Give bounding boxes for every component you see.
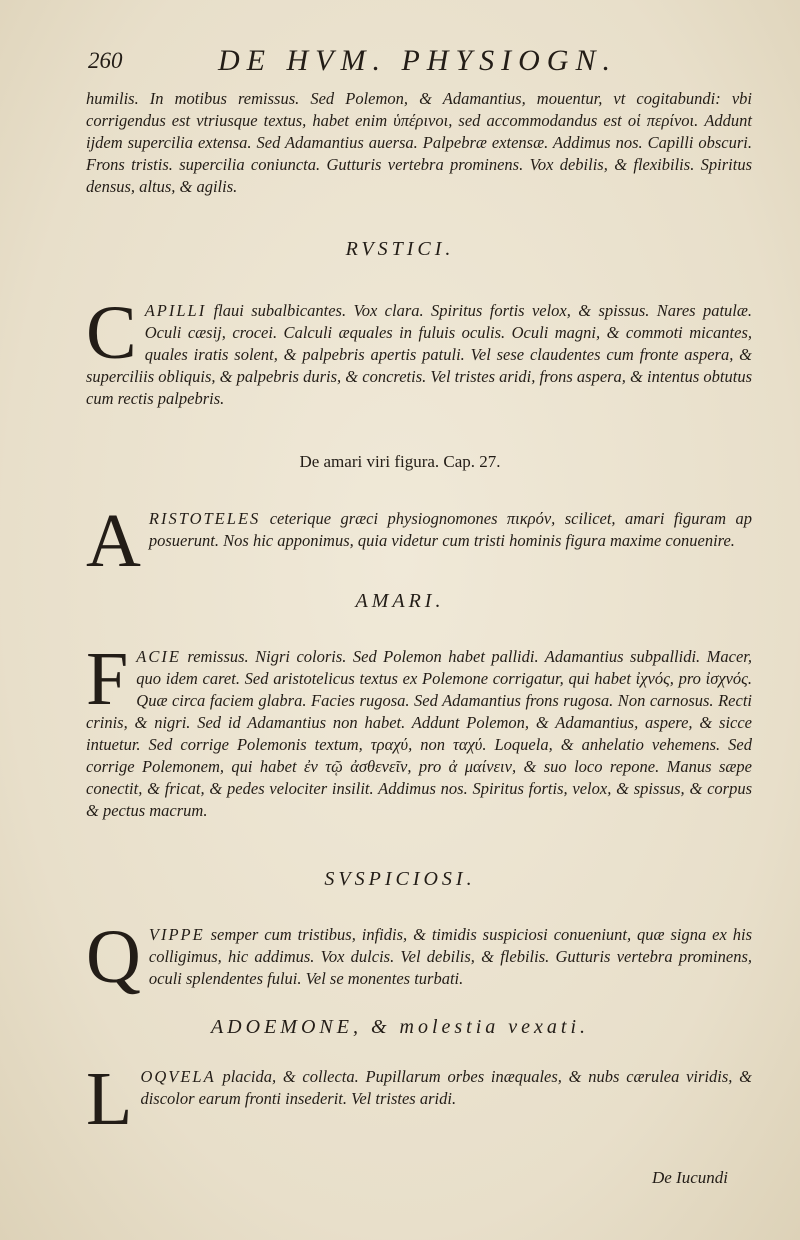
intro-text: humilis. In motibus remissus. Sed Polemon, & Adamantius, mouentur, vt cogitabundi: vbi corrigendus est vtriusque textus, habet enim ὑπέρινοι, sed accommodandus est οἱ περίνοι. Addunt ijdem supercilia extensa. Sed Adamantius auersa. Palpebræ extensæ. Addimus nos. Capilli obscuri. Frons tristis. supercilia coniuncta. Gutturis vertebra prominens. Vox debilis, & flexibilis. Spiritus densus, altus, & agilis. xyxy=(86,89,752,196)
lead-word: VIPPE xyxy=(148,925,205,944)
drop-cap: L xyxy=(86,1057,133,1141)
suspiciosi-paragraph xyxy=(86,915,752,999)
lead-word: RISTOTELES xyxy=(148,509,261,528)
page-number: 260 xyxy=(88,48,123,73)
lead-word: APILLI xyxy=(144,301,207,320)
drop-cap: Q xyxy=(86,915,141,999)
section-heading-suspiciosi: SVSPICIOSI. xyxy=(324,868,476,890)
paragraph-text: placida, & collecta. Pupillarum orbes inæquales, & nubs cærulea viridis, & discolor earum fronti insederit. Vel tristes aridi. xyxy=(140,1067,752,1108)
paragraph-text: semper cum tristibus, infidis, & timidis suspiciosi conueniunt, quæ signa ex his colligimus, hic addimus. Vox dulcis. Vel debilis, & flebilis. Gutturis vertebra prominens, oculi splendentes fului. Vel se monentes turbati. xyxy=(148,925,752,988)
drop-cap: A xyxy=(86,499,141,583)
lead-word: OQVELA xyxy=(140,1067,216,1086)
section-heading-rustici: RVSTICI. xyxy=(345,238,455,260)
section-heading-amari: AMARI. xyxy=(355,590,445,612)
rustici-paragraph xyxy=(86,291,752,410)
running-head xyxy=(88,44,740,80)
amari-paragraph xyxy=(86,637,752,822)
section-heading-adoemone: ADOEMONE, & molestia vexati. xyxy=(210,1016,590,1038)
drop-cap: C xyxy=(86,291,137,375)
chapter-title: De amari viri figura. Cap. 27. xyxy=(299,452,501,471)
lead-word: ACIE xyxy=(136,647,181,666)
paragraph-text: remissus. Nigri coloris. Sed Polemon habet pallidi. Adamantius subpallidi. Macer, quo idem caret. Sed aristotelicus textus ex Polemone corrigatur, qui habet ἰχνός, pro ἰσχνός. Quæ circa faciem glabra. Facies rugosa. Sed Adamantius frons rugosa. Non carnosus. Recti crinis, & nigri. Sed id Adamantius non habet. Addunt Polemon, & Adamantius, aspere, & sicce intuetur. Sed corrige Polemonis textum, τραχύ, non ταχύ. Loquela, & anhelatio vehemens. Sed corrige Polemonem, qui habet ἐν τῷ ἀσθενεῖν, pro ἀ μαίνειν, & suo loco repone. Manus sæpe conectit, & fricat, & pedes velociter insilit. Addimus nos. Spiritus fortis, velox, & spissus, & corpus & pectus macrum. xyxy=(86,647,752,820)
running-title: DE HVM. PHYSIOGN. xyxy=(218,44,617,77)
paragraph-text: flaui subalbicantes. Vox clara. Spiritus fortis velox, & spissus. Nares patulæ. Oculi cæsij, crocei. Calculi æquales in fuluis oculis. Oculi magni, & commoti micantes, quales iratis solent, & palpebris apertis patuli. Vel sese claudentes cum fronte aspera, & superciliis obliquis, & palpebris duris, & concretis. Vel tristes aridi, frons aspera, & intentus obtutus cum rectis palpebris. xyxy=(86,301,752,408)
catchword: De Iucundi xyxy=(651,1168,728,1187)
adoemone-paragraph xyxy=(86,1057,752,1141)
intro-paragraph xyxy=(86,88,752,198)
drop-cap: F xyxy=(86,637,129,721)
paragraph-text: ceterique græci physiognomones πικρόν, scilicet, amari figuram ap posuerunt. Nos hic apponimus, quia videtur cum tristi hominis figura maxime conuenire. xyxy=(148,509,752,550)
aristoteles-paragraph xyxy=(86,499,752,583)
